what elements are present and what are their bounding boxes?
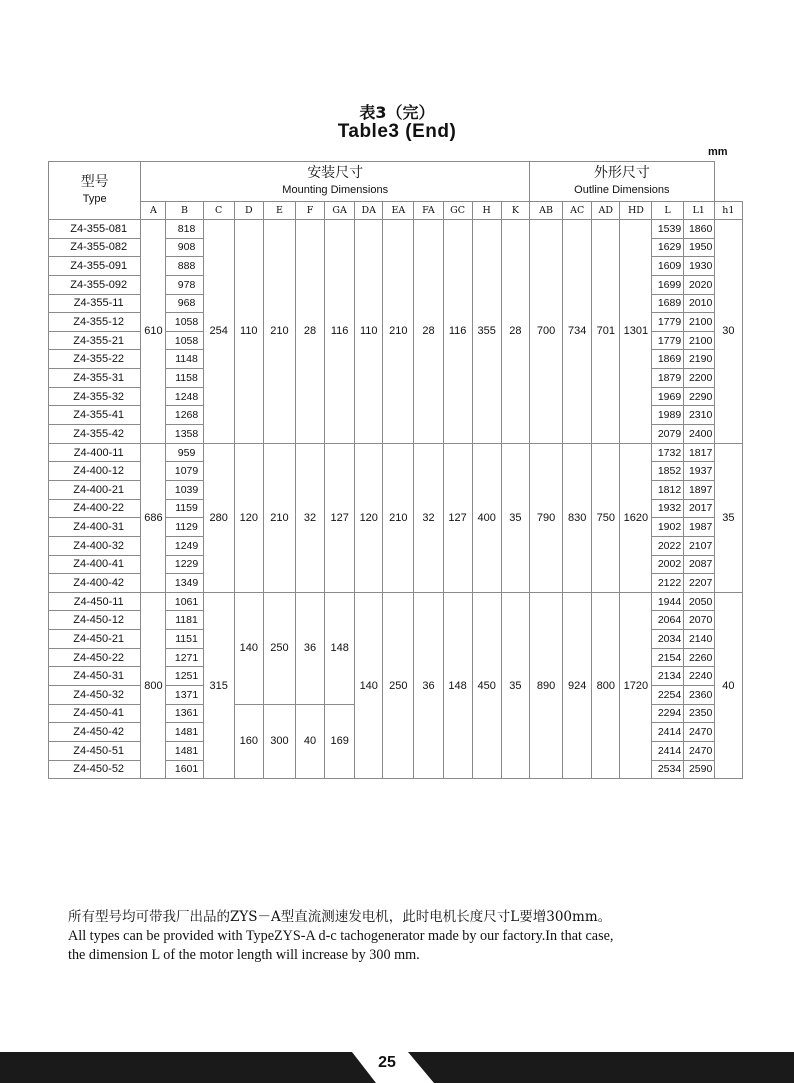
type-cell: Z4-355-22 [49,350,141,369]
type-cell: Z4-450-51 [49,741,141,760]
cell-b: 959 [166,443,203,462]
type-header-cn: 型号 [80,173,109,190]
column-header-ac: AC [563,202,592,220]
type-cell: Z4-400-31 [49,518,141,537]
cell-hd: 1620 [620,443,652,592]
cell-h: 355 [472,220,501,444]
column-header-a: A [141,202,166,220]
cell-b: 1358 [166,425,203,444]
cell-l: 2002 [652,555,683,574]
cell-l1: 2260 [683,648,714,667]
cell-c: 315 [203,592,234,778]
table-row [49,443,743,462]
cell-b: 1481 [166,723,203,742]
cell-b: 1268 [166,406,203,425]
cell-b: 1151 [166,630,203,649]
type-cell: Z4-355-42 [49,425,141,444]
cell-gc: 127 [443,443,472,592]
cell-l: 2414 [652,741,683,760]
cell-b: 1159 [166,499,203,518]
cell-b: 1371 [166,686,203,705]
cell-f: 36 [295,592,324,704]
cell-b: 1361 [166,704,203,723]
cell-ad: 750 [592,443,620,592]
type-cell: Z4-400-32 [49,536,141,555]
type-cell: Z4-450-11 [49,592,141,611]
cell-e: 210 [263,443,295,592]
cell-ga: 169 [325,704,355,779]
cell-d: 120 [234,443,263,592]
column-header-fa: FA [414,202,443,220]
cell-l: 1944 [652,592,683,611]
type-cell: Z4-355-12 [49,313,141,332]
cell-da: 140 [355,592,383,778]
cell-l1: 2290 [683,387,714,406]
cell-ad: 800 [592,592,620,778]
cell-l1: 1897 [683,480,714,499]
cell-a: 686 [141,443,166,592]
cell-ga: 116 [325,220,355,444]
cell-l: 1902 [652,518,683,537]
cell-b: 1251 [166,667,203,686]
cell-l: 2034 [652,630,683,649]
cell-k: 35 [501,443,529,592]
footnote-en-line1: All types can be provided with TypeZYS-A d-c tachogenerator made by our factory.In that case, [68,928,614,944]
cell-l1: 2017 [683,499,714,518]
type-cell: Z4-400-22 [49,499,141,518]
cell-d: 140 [234,592,263,704]
cell-l1: 1937 [683,462,714,481]
column-header-f: F [295,202,324,220]
cell-ga: 148 [325,592,355,704]
cell-b: 1148 [166,350,203,369]
cell-l: 2134 [652,667,683,686]
cell-gc: 148 [443,592,472,778]
type-cell: Z4-450-22 [49,648,141,667]
column-header-d: D [234,202,263,220]
cell-ab: 890 [530,592,563,778]
cell-ac: 830 [563,443,592,592]
cell-l: 1869 [652,350,683,369]
cell-ac: 924 [563,592,592,778]
type-header-en: Type [82,192,107,205]
cell-da: 110 [355,220,383,444]
cell-l1: 2590 [683,760,714,779]
type-cell: Z4-450-52 [49,760,141,779]
cell-b: 978 [166,275,203,294]
cell-ab: 790 [530,443,563,592]
type-cell: Z4-450-12 [49,611,141,630]
outline-header-en: Outline Dimensions [574,183,670,196]
cell-b: 1039 [166,480,203,499]
cell-b: 1248 [166,387,203,406]
cell-a: 800 [141,592,166,778]
cell-l1: 2200 [683,369,714,388]
cell-l: 1629 [652,238,683,257]
cell-ad: 701 [592,220,620,444]
cell-l1: 2020 [683,275,714,294]
cell-l1: 2360 [683,686,714,705]
unit-label: mm [708,146,728,158]
cell-l1: 2107 [683,536,714,555]
cell-l: 2064 [652,611,683,630]
cell-l1: 1930 [683,257,714,276]
cell-da: 120 [355,443,383,592]
cell-l: 1779 [652,313,683,332]
cell-l: 2154 [652,648,683,667]
column-header-ab: AB [530,202,563,220]
table-row [49,592,743,611]
footer-band-right [408,1052,794,1083]
cell-l1: 2350 [683,704,714,723]
cell-b: 1181 [166,611,203,630]
cell-b: 968 [166,294,203,313]
cell-d: 160 [234,704,263,779]
cell-l1: 2190 [683,350,714,369]
cell-f: 32 [295,443,324,592]
cell-b: 908 [166,238,203,257]
type-cell: Z4-450-41 [49,704,141,723]
cell-b: 1229 [166,555,203,574]
column-header-ea: EA [383,202,414,220]
cell-l: 2122 [652,574,683,593]
cell-l: 1609 [652,257,683,276]
cell-d: 110 [234,220,263,444]
cell-b: 1079 [166,462,203,481]
cell-l: 1969 [652,387,683,406]
mounting-dimensions-header [141,162,530,202]
type-cell: Z4-355-31 [49,369,141,388]
cell-b: 1058 [166,331,203,350]
cell-fa: 32 [414,443,443,592]
cell-ga: 127 [325,443,355,592]
cell-l: 1732 [652,443,683,462]
cell-b: 1249 [166,536,203,555]
type-cell: Z4-450-21 [49,630,141,649]
column-header-c: C [203,202,234,220]
cell-l1: 2310 [683,406,714,425]
cell-l: 1812 [652,480,683,499]
cell-l1: 1860 [683,220,714,239]
footer-band-left [0,1052,376,1083]
cell-c: 280 [203,443,234,592]
cell-e: 210 [263,220,295,444]
cell-h: 400 [472,443,501,592]
column-header-h: H [472,202,501,220]
type-cell: Z4-400-41 [49,555,141,574]
cell-l1: 2100 [683,331,714,350]
type-cell: Z4-355-11 [49,294,141,313]
cell-l1: 2207 [683,574,714,593]
type-header [49,162,141,220]
cell-h: 450 [472,592,501,778]
outline-header-cn: 外形尺寸 [593,164,650,181]
table-title-cn: 表3（完） [359,103,435,122]
cell-l: 1779 [652,331,683,350]
cell-l1: 1817 [683,443,714,462]
column-header-ga: GA [325,202,355,220]
cell-b: 1481 [166,741,203,760]
cell-l1: 2140 [683,630,714,649]
type-cell: Z4-450-42 [49,723,141,742]
mounting-header-en: Mounting Dimensions [282,183,389,196]
table-title-en: Table3 (End) [337,121,457,142]
cell-k: 35 [501,592,529,778]
cell-b: 1349 [166,574,203,593]
column-header-k: K [501,202,529,220]
cell-l1: 1987 [683,518,714,537]
cell-b: 1129 [166,518,203,537]
cell-ea: 250 [383,592,414,778]
cell-l1: 2470 [683,741,714,760]
cell-l: 2254 [652,686,683,705]
column-header-e: E [263,202,295,220]
mounting-header-cn: 安装尺寸 [307,164,364,181]
cell-l1: 2100 [683,313,714,332]
column-header-ad: AD [592,202,620,220]
column-header-l1: L1 [683,202,714,220]
cell-ab: 700 [530,220,563,444]
cell-l1: 2070 [683,611,714,630]
outline-dimensions-header [530,162,715,202]
cell-fa: 36 [414,592,443,778]
type-cell: Z4-355-081 [49,220,141,239]
type-cell: Z4-400-21 [49,480,141,499]
cell-e: 300 [263,704,295,779]
cell-ac: 734 [563,220,592,444]
column-header-h1: h1 [714,202,742,220]
cell-l1: 2050 [683,592,714,611]
cell-l1: 2010 [683,294,714,313]
cell-l: 1932 [652,499,683,518]
cell-hd: 1301 [620,220,652,444]
cell-h1: 40 [714,592,742,778]
column-header-l: L [652,202,683,220]
page-number: 25 [378,1054,396,1071]
cell-c: 254 [203,220,234,444]
cell-h1: 30 [714,220,742,444]
cell-b: 1601 [166,760,203,779]
cell-h1: 35 [714,443,742,592]
type-cell: Z4-355-41 [49,406,141,425]
cell-l: 1699 [652,275,683,294]
type-cell: Z4-450-31 [49,667,141,686]
cell-b: 1158 [166,369,203,388]
cell-l1: 2400 [683,425,714,444]
cell-gc: 116 [443,220,472,444]
type-cell: Z4-450-32 [49,686,141,705]
type-cell: Z4-355-32 [49,387,141,406]
column-header-hd: HD [620,202,652,220]
cell-l: 2079 [652,425,683,444]
cell-l: 1879 [652,369,683,388]
type-cell: Z4-355-082 [49,238,141,257]
column-header-da: DA [355,202,383,220]
type-cell: Z4-400-12 [49,462,141,481]
cell-l1: 2470 [683,723,714,742]
cell-l: 2022 [652,536,683,555]
cell-f: 28 [295,220,324,444]
column-header-b: B [166,202,203,220]
type-cell: Z4-355-091 [49,257,141,276]
cell-k: 28 [501,220,529,444]
footnote-en-line2: the dimension L of the motor length will increase by 300 mm. [68,947,420,963]
cell-l: 2534 [652,760,683,779]
cell-l1: 2240 [683,667,714,686]
cell-f: 40 [295,704,324,779]
cell-e: 250 [263,592,295,704]
table-row [49,220,743,239]
dimensions-table [48,161,743,779]
cell-l1: 2087 [683,555,714,574]
cell-l: 1689 [652,294,683,313]
type-cell: Z4-400-42 [49,574,141,593]
footnote-cn: 所有型号均可带我厂出品的ZYS－A型直流测速发电机，此时电机长度尺寸L要增300mm。 [68,909,612,925]
type-cell: Z4-400-11 [49,443,141,462]
cell-hd: 1720 [620,592,652,778]
cell-l: 1989 [652,406,683,425]
cell-fa: 28 [414,220,443,444]
cell-b: 888 [166,257,203,276]
header-row-group [49,162,743,202]
cell-b: 1271 [166,648,203,667]
cell-l1: 1950 [683,238,714,257]
cell-b: 1058 [166,313,203,332]
type-cell: Z4-355-21 [49,331,141,350]
cell-l: 1852 [652,462,683,481]
cell-ea: 210 [383,220,414,444]
cell-ea: 210 [383,443,414,592]
cell-l: 2294 [652,704,683,723]
column-header-row [49,202,743,220]
type-cell: Z4-355-092 [49,275,141,294]
cell-l: 2414 [652,723,683,742]
cell-b: 1061 [166,592,203,611]
cell-l: 1539 [652,220,683,239]
cell-b: 818 [166,220,203,239]
cell-a: 610 [141,220,166,444]
column-header-gc: GC [443,202,472,220]
footnote [68,908,768,965]
